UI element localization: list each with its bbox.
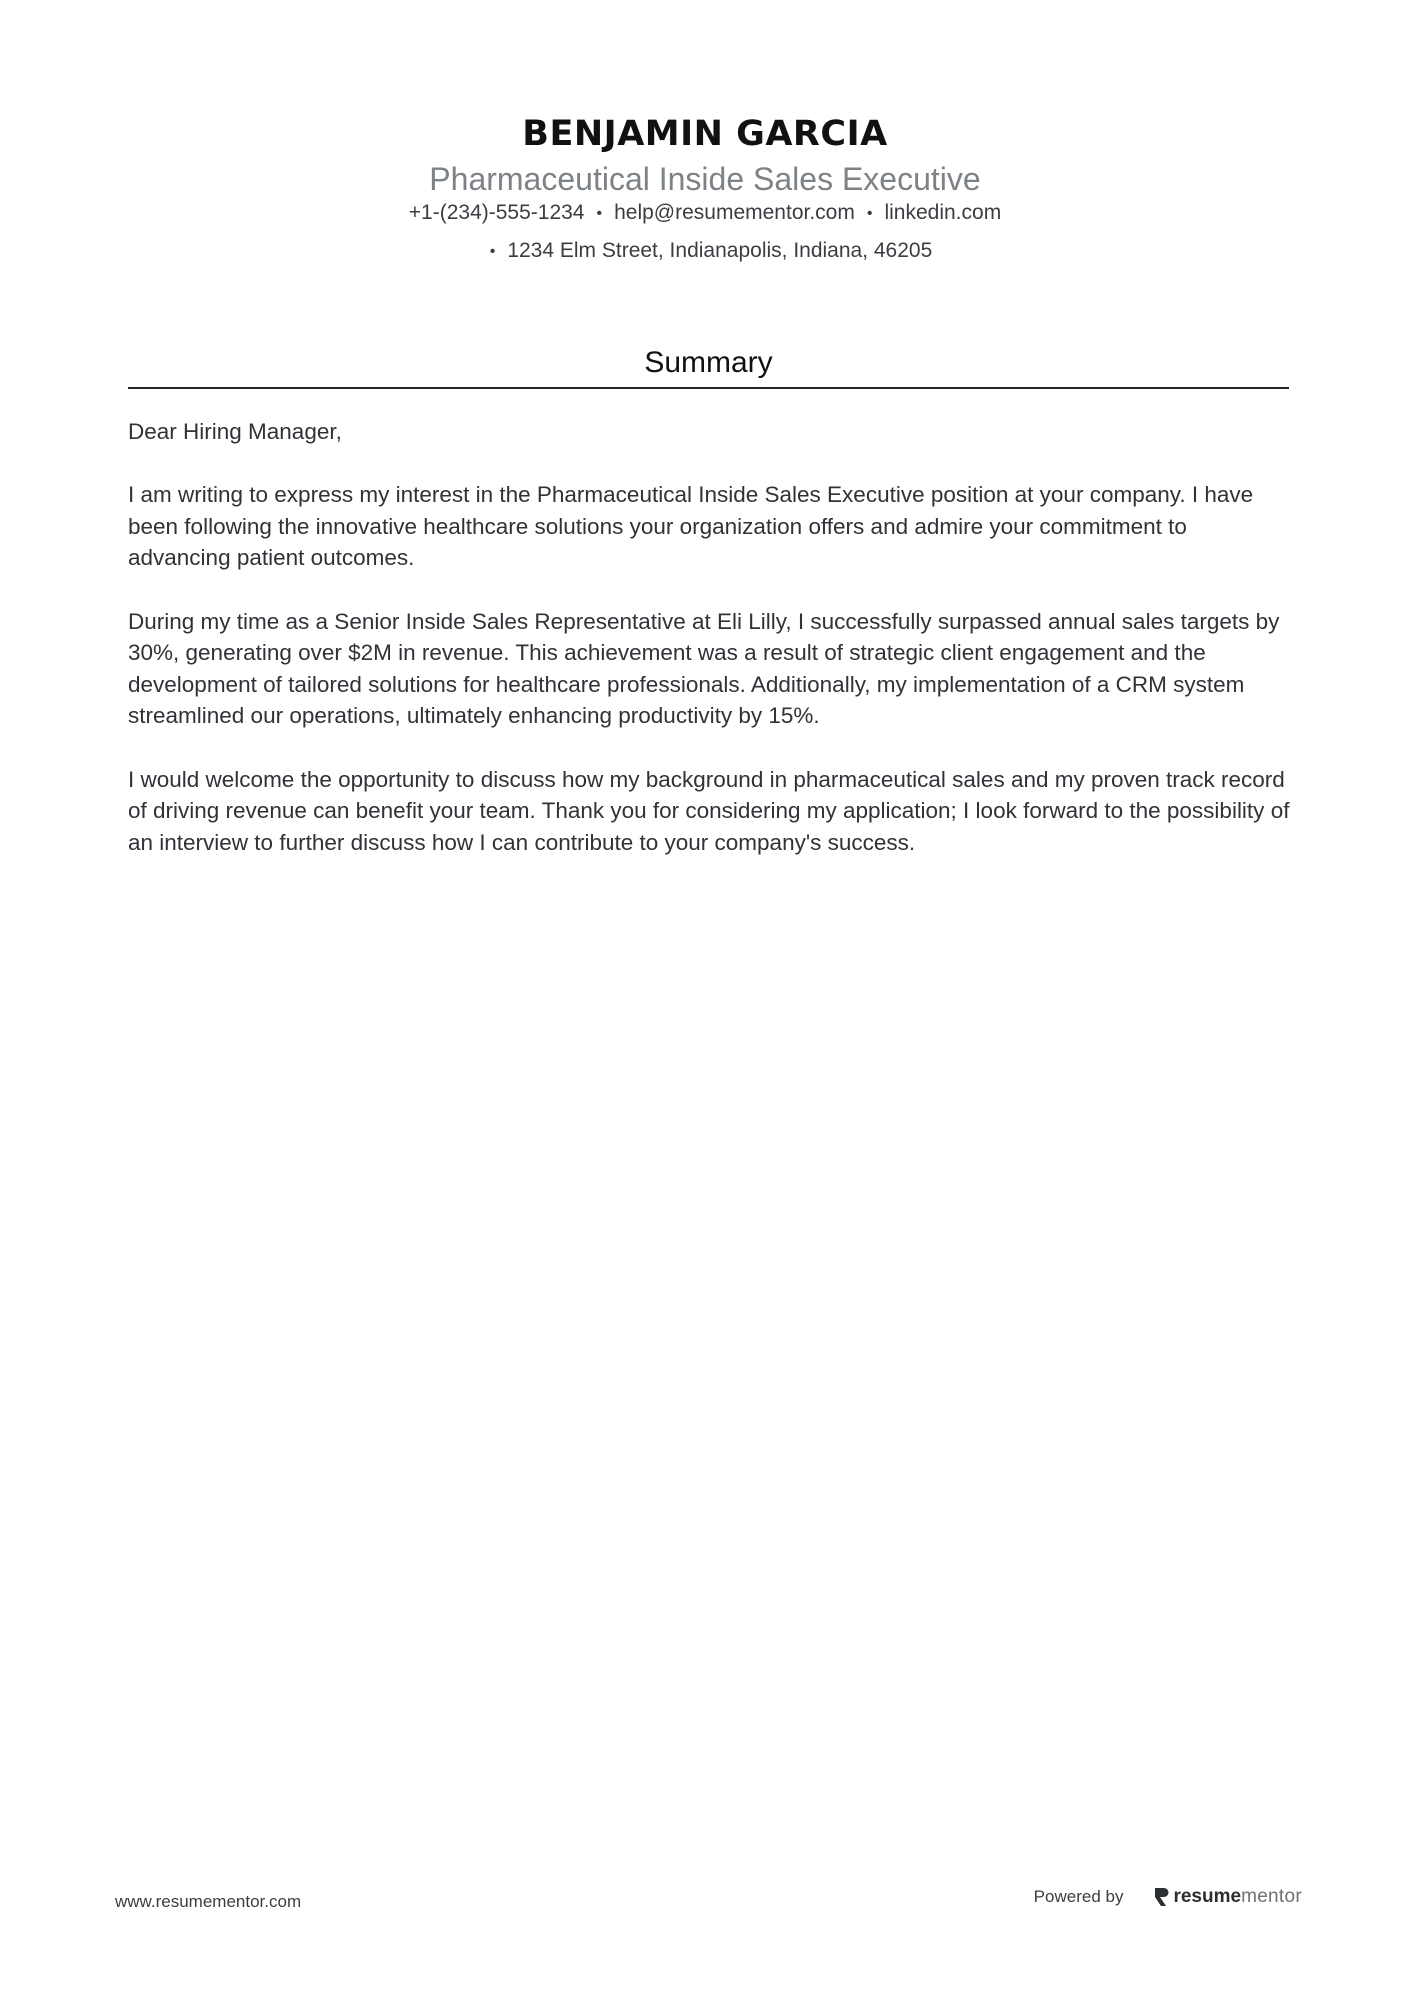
footer-website[interactable]: www.resumementor.com (115, 1892, 302, 1911)
section-title-summary: Summary (644, 346, 773, 379)
resumementor-logo-icon (1153, 1887, 1169, 1907)
job-title: Pharmaceutical Inside Sales Executive (429, 161, 981, 197)
powered-by-label: Powered by (1033, 1887, 1124, 1906)
address-line (0, 236, 1410, 267)
letter-paragraph: During my time as a Senior Inside Sales Representative at Eli Lilly, I successfully surpassed annual sales targets by 30%, generating over $2M in revenue. This achievement was a result of strategic client engagement and the development of tailored solutions for healthcare professionals. Additionally, my implementation of a CRM system streamlined our operations, ultimately enhancing productivity by 15%. (128, 608, 1280, 729)
bullet-separator: • (489, 243, 496, 260)
contact-line (0, 198, 1410, 229)
email-link[interactable]: help@resumementor.com (614, 201, 855, 224)
section-divider (128, 387, 1289, 389)
resume-header (0, 112, 1410, 267)
footer-branding (1034, 1886, 1302, 1908)
candidate-name: BENJAMIN GARCIA (522, 114, 888, 154)
bullet-separator: • (866, 205, 873, 222)
linkedin-link[interactable]: linkedin.com (884, 201, 1002, 224)
letter-body (128, 416, 1293, 890)
logo-text-resume: resume (1173, 1886, 1242, 1907)
address: 1234 Elm Street, Indianapolis, Indiana, 46205 (507, 239, 933, 262)
letter-paragraph: I am writing to express my interest in the Pharmaceutical Inside Sales Executive position at your company. I have been following the innovative healthcare solutions your organization offers and admire your commitment to advancing patient outcomes. (128, 482, 1254, 571)
letter-paragraph: I would welcome the opportunity to discuss how my background in pharmaceutical sales and my proven track record of driving revenue can benefit your team. Thank you for considering my application; I look forward to the possibility of an interview to further discuss how I can contribute to your company's success. (128, 766, 1290, 855)
logo-text-mentor: mentor (1241, 1886, 1302, 1907)
phone-number: +1-(234)-555-1234 (408, 201, 585, 224)
bullet-separator: • (596, 205, 603, 222)
letter-greeting: Dear Hiring Manager, (128, 419, 342, 444)
resumementor-logo[interactable] (1153, 1886, 1302, 1908)
